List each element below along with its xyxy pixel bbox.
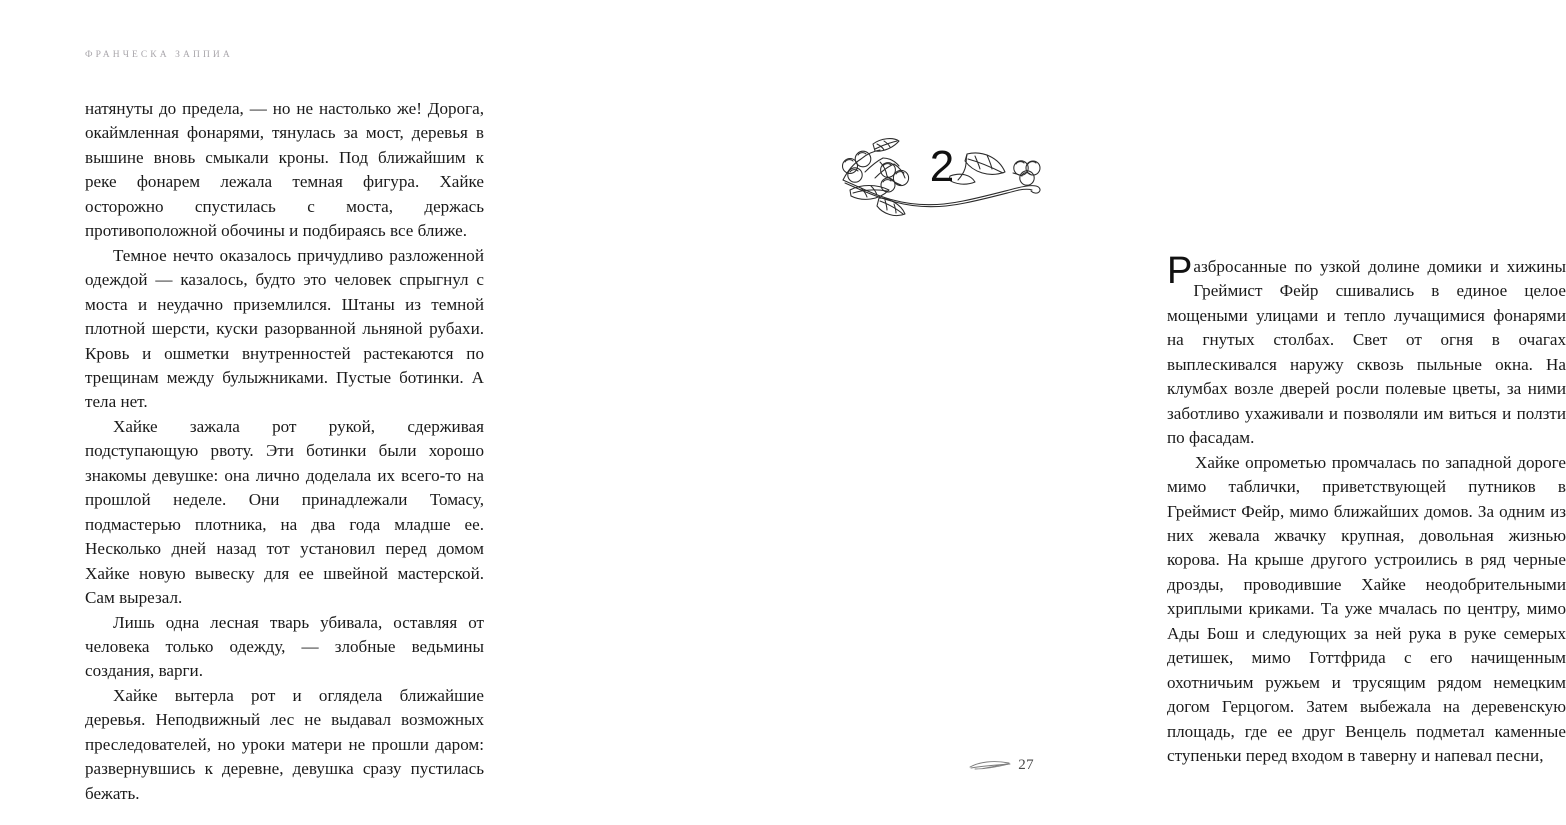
paragraph: Хайке опрометью промчалась по западной дороге мимо таблички, приветствующей путников в Греймист Фейр, мимо ближайших домов. За одним из них жевала жвачку крупная, довольная жизнью корова. На крыше другого устроились в ряд черные дрозды, проводившие Хайке неодобрительными хриплыми криками. Та уже мчалась по центру, мимо Ады Бош и следующих за ней рука в руке семерых детишек, мимо Готтфрида с его начищенным охотничьим ружьем и трусящим рядом немецким догом Герцогом. Затем выбежала на деревенскую площадь, где ее друг Венцель подметал каменные ступеньки перед входом в таверну и напевал песни, bbox=[1167, 452, 1566, 766]
recto-text-column bbox=[1167, 250, 1566, 769]
chapter-number: 2 bbox=[929, 142, 955, 191]
paragraph-with-dropcap bbox=[1167, 250, 1566, 451]
recto-page bbox=[550, 0, 1566, 825]
paragraph: Хайке вытерла рот и оглядела ближайшие деревья. Неподвижный лес не выдавал возможных преследователей, но уроки матери не прошли даром: развернувшись к деревне, девушка сразу пустилась бежать. bbox=[85, 685, 484, 803]
page-number: 27 bbox=[1018, 756, 1034, 773]
paragraph: Темное нечто оказалось причудливо разложенной одеждой — казалось, будто это человек спрыгнул с моста и неудачно приземлился. Штаны из темной плотной шерсти, куски разорванной льняной рубахи. Кровь и ошметки внутренностей растекаются по трещинам между булыжниками. Пустые ботинки. А тела нет. bbox=[85, 245, 484, 412]
dropcap-paragraph-text: азбросанные по узкой долине домики и хижины Греймист Фейр сшивались в единое целое мощеными улицами и тепло лучащимися фонарями на гнутых столбах. Свет от огня в очагах выплескивался наружу сквозь пыльные окна. На клумбах возле дверей росли полевые цветы, за ними заботливо ухаживали и позволяли им виться и ползти по фасадам. bbox=[1167, 257, 1566, 448]
paragraph: Лишь одна лесная тварь убивала, оставляя от человека только одежду, — злобные ведьмины создания, варги. bbox=[85, 612, 484, 681]
paragraph: Хайке зажала рот рукой, сдерживая подступающую рвоту. Эти ботинки были хорошо знакомы девушке: она лично доделала их всего-то на прошлой неделе. Они принадлежали Томасу, подмастерью плотника, на два года младше ее. Несколько дней назад тот установил перед домом Хайке новую вывеску для ее швейной мастерской. Сам вырезал. bbox=[85, 416, 484, 608]
chapter-heading bbox=[817, 128, 1049, 220]
verso-page bbox=[0, 0, 550, 825]
folio bbox=[950, 752, 1034, 778]
leaf-flourish-icon bbox=[969, 758, 1013, 772]
drop-cap: Р bbox=[1167, 250, 1193, 292]
verso-text-column bbox=[85, 97, 484, 806]
running-head: ФРАНЧЕСКА ЗАППИА bbox=[85, 50, 233, 60]
paragraph: натянуты до предела, — но не настолько же! Дорога, окаймленная фонарями, тянулась за мост, деревья в вышине вновь смыкали кроны. Под ближайшим к реке фонарем лежала темная фигура. Хайке осторожно спустилась с моста, держась противоположной обочины и подбираясь все ближе. bbox=[85, 99, 484, 241]
